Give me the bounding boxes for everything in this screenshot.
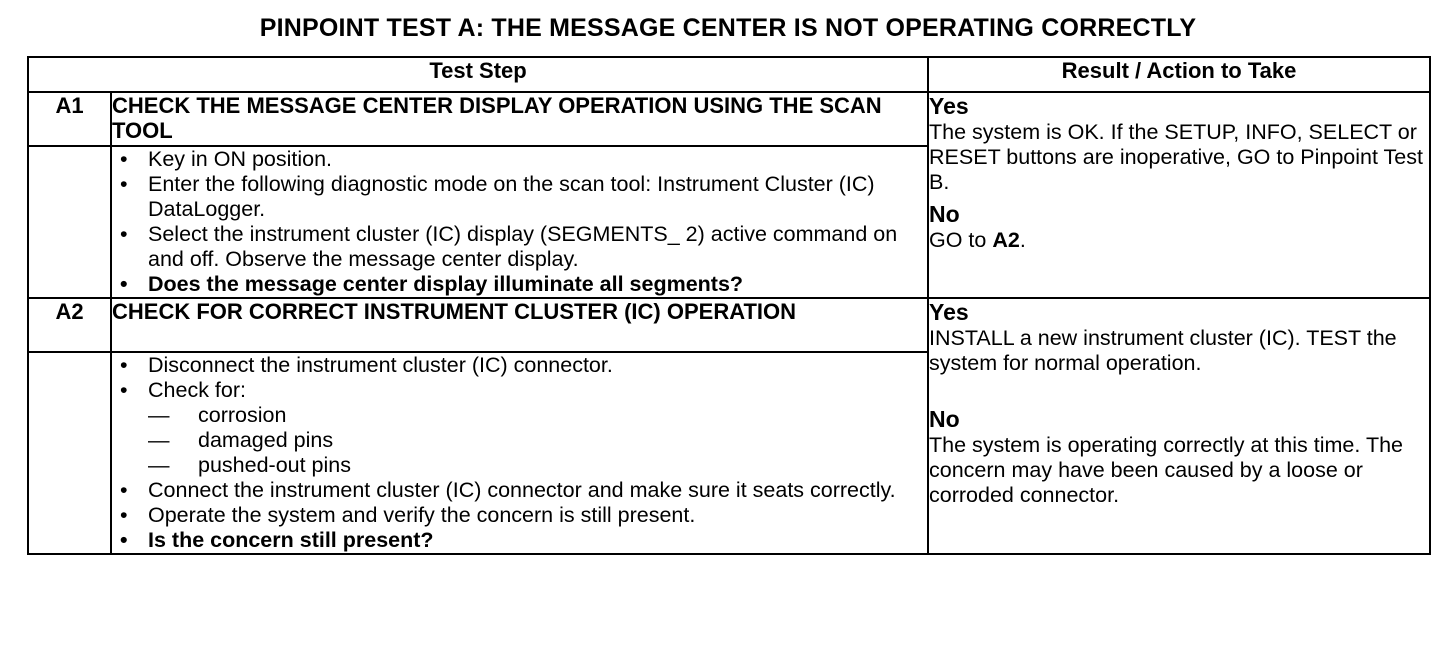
- step-a2-result: [928, 298, 1430, 554]
- step-a1-yes-label: Yes: [929, 93, 969, 119]
- instruction-item: • Key in ON position.: [112, 147, 927, 172]
- step-a1-title-row: [28, 92, 1430, 146]
- step-a1-title: CHECK THE MESSAGE CENTER DISPLAY OPERATION USING THE SCAN TOOL: [111, 92, 928, 146]
- page-title: PINPOINT TEST A: THE MESSAGE CENTER IS NOT OPERATING CORRECTLY: [259, 14, 1197, 42]
- instruction-question: • Does the message center display illuminate all segments?: [112, 272, 927, 297]
- pinpoint-test-table: [27, 56, 1431, 555]
- dash-icon: —: [148, 428, 170, 452]
- step-a2-no-text: The system is operating correctly at this time. The concern may have been caused by a loose or corroded connector.: [929, 433, 1403, 507]
- step-a2-id: A2: [28, 298, 111, 352]
- instruction-item: • Select the instrument cluster (IC) display (SEGMENTS_ 2) active command on and off. Observe the message center display.: [112, 222, 927, 272]
- step-a1-id: A1: [28, 92, 111, 146]
- bullet-icon: •: [120, 353, 128, 377]
- step-a2-spacer: [28, 352, 111, 554]
- step-a1-spacer: [28, 146, 111, 298]
- instruction-question: • Is the concern still present?: [112, 528, 927, 553]
- instruction-item: • Connect the instrument cluster (IC) connector and make sure it seats correctly.: [112, 478, 927, 503]
- step-a1-no-label: No: [929, 201, 960, 227]
- instruction-item: • Disconnect the instrument cluster (IC) connector.: [112, 353, 927, 378]
- step-a1-instructions: [111, 146, 928, 298]
- check-item: — corrosion: [148, 403, 287, 427]
- step-a2-no-label: No: [929, 406, 960, 432]
- check-item: — pushed-out pins: [148, 453, 351, 477]
- bullet-icon: •: [120, 222, 128, 246]
- instruction-item: • Enter the following diagnostic mode on the scan tool: Instrument Cluster (IC) DataLogger.: [112, 172, 927, 222]
- bullet-icon: •: [120, 503, 128, 527]
- test-step-header: Test Step: [28, 57, 928, 92]
- step-a1-yes-text: The system is OK. If the SETUP, INFO, SELECT or RESET buttons are inoperative, GO to Pinpoint Test B.: [929, 120, 1423, 194]
- bullet-icon: •: [120, 147, 128, 171]
- check-item: — damaged pins: [148, 428, 334, 452]
- step-a2-reference: A2: [992, 228, 1020, 252]
- result-action-header: Result / Action to Take: [928, 57, 1430, 92]
- bullet-icon: •: [120, 272, 128, 296]
- bullet-icon: •: [120, 378, 128, 402]
- step-a2-yes-label: Yes: [929, 299, 969, 325]
- dash-icon: —: [148, 453, 170, 477]
- header-row: [28, 57, 1430, 92]
- instruction-item: • Check for:: [112, 378, 927, 403]
- step-a2-instructions: [111, 352, 928, 554]
- step-a2-title: CHECK FOR CORRECT INSTRUMENT CLUSTER (IC) OPERATION: [111, 298, 928, 352]
- instruction-item: • Operate the system and verify the concern is still present.: [112, 503, 927, 528]
- bullet-icon: •: [120, 528, 128, 552]
- step-a1-no-text: GO to A2.: [929, 228, 1026, 252]
- dash-icon: —: [148, 403, 170, 427]
- step-a2-title-row: [28, 298, 1430, 352]
- step-a1-result: [928, 92, 1430, 298]
- bullet-icon: •: [120, 478, 128, 502]
- bullet-icon: •: [120, 172, 128, 196]
- step-a2-yes-text: INSTALL a new instrument cluster (IC). TEST the system for normal operation.: [929, 326, 1397, 375]
